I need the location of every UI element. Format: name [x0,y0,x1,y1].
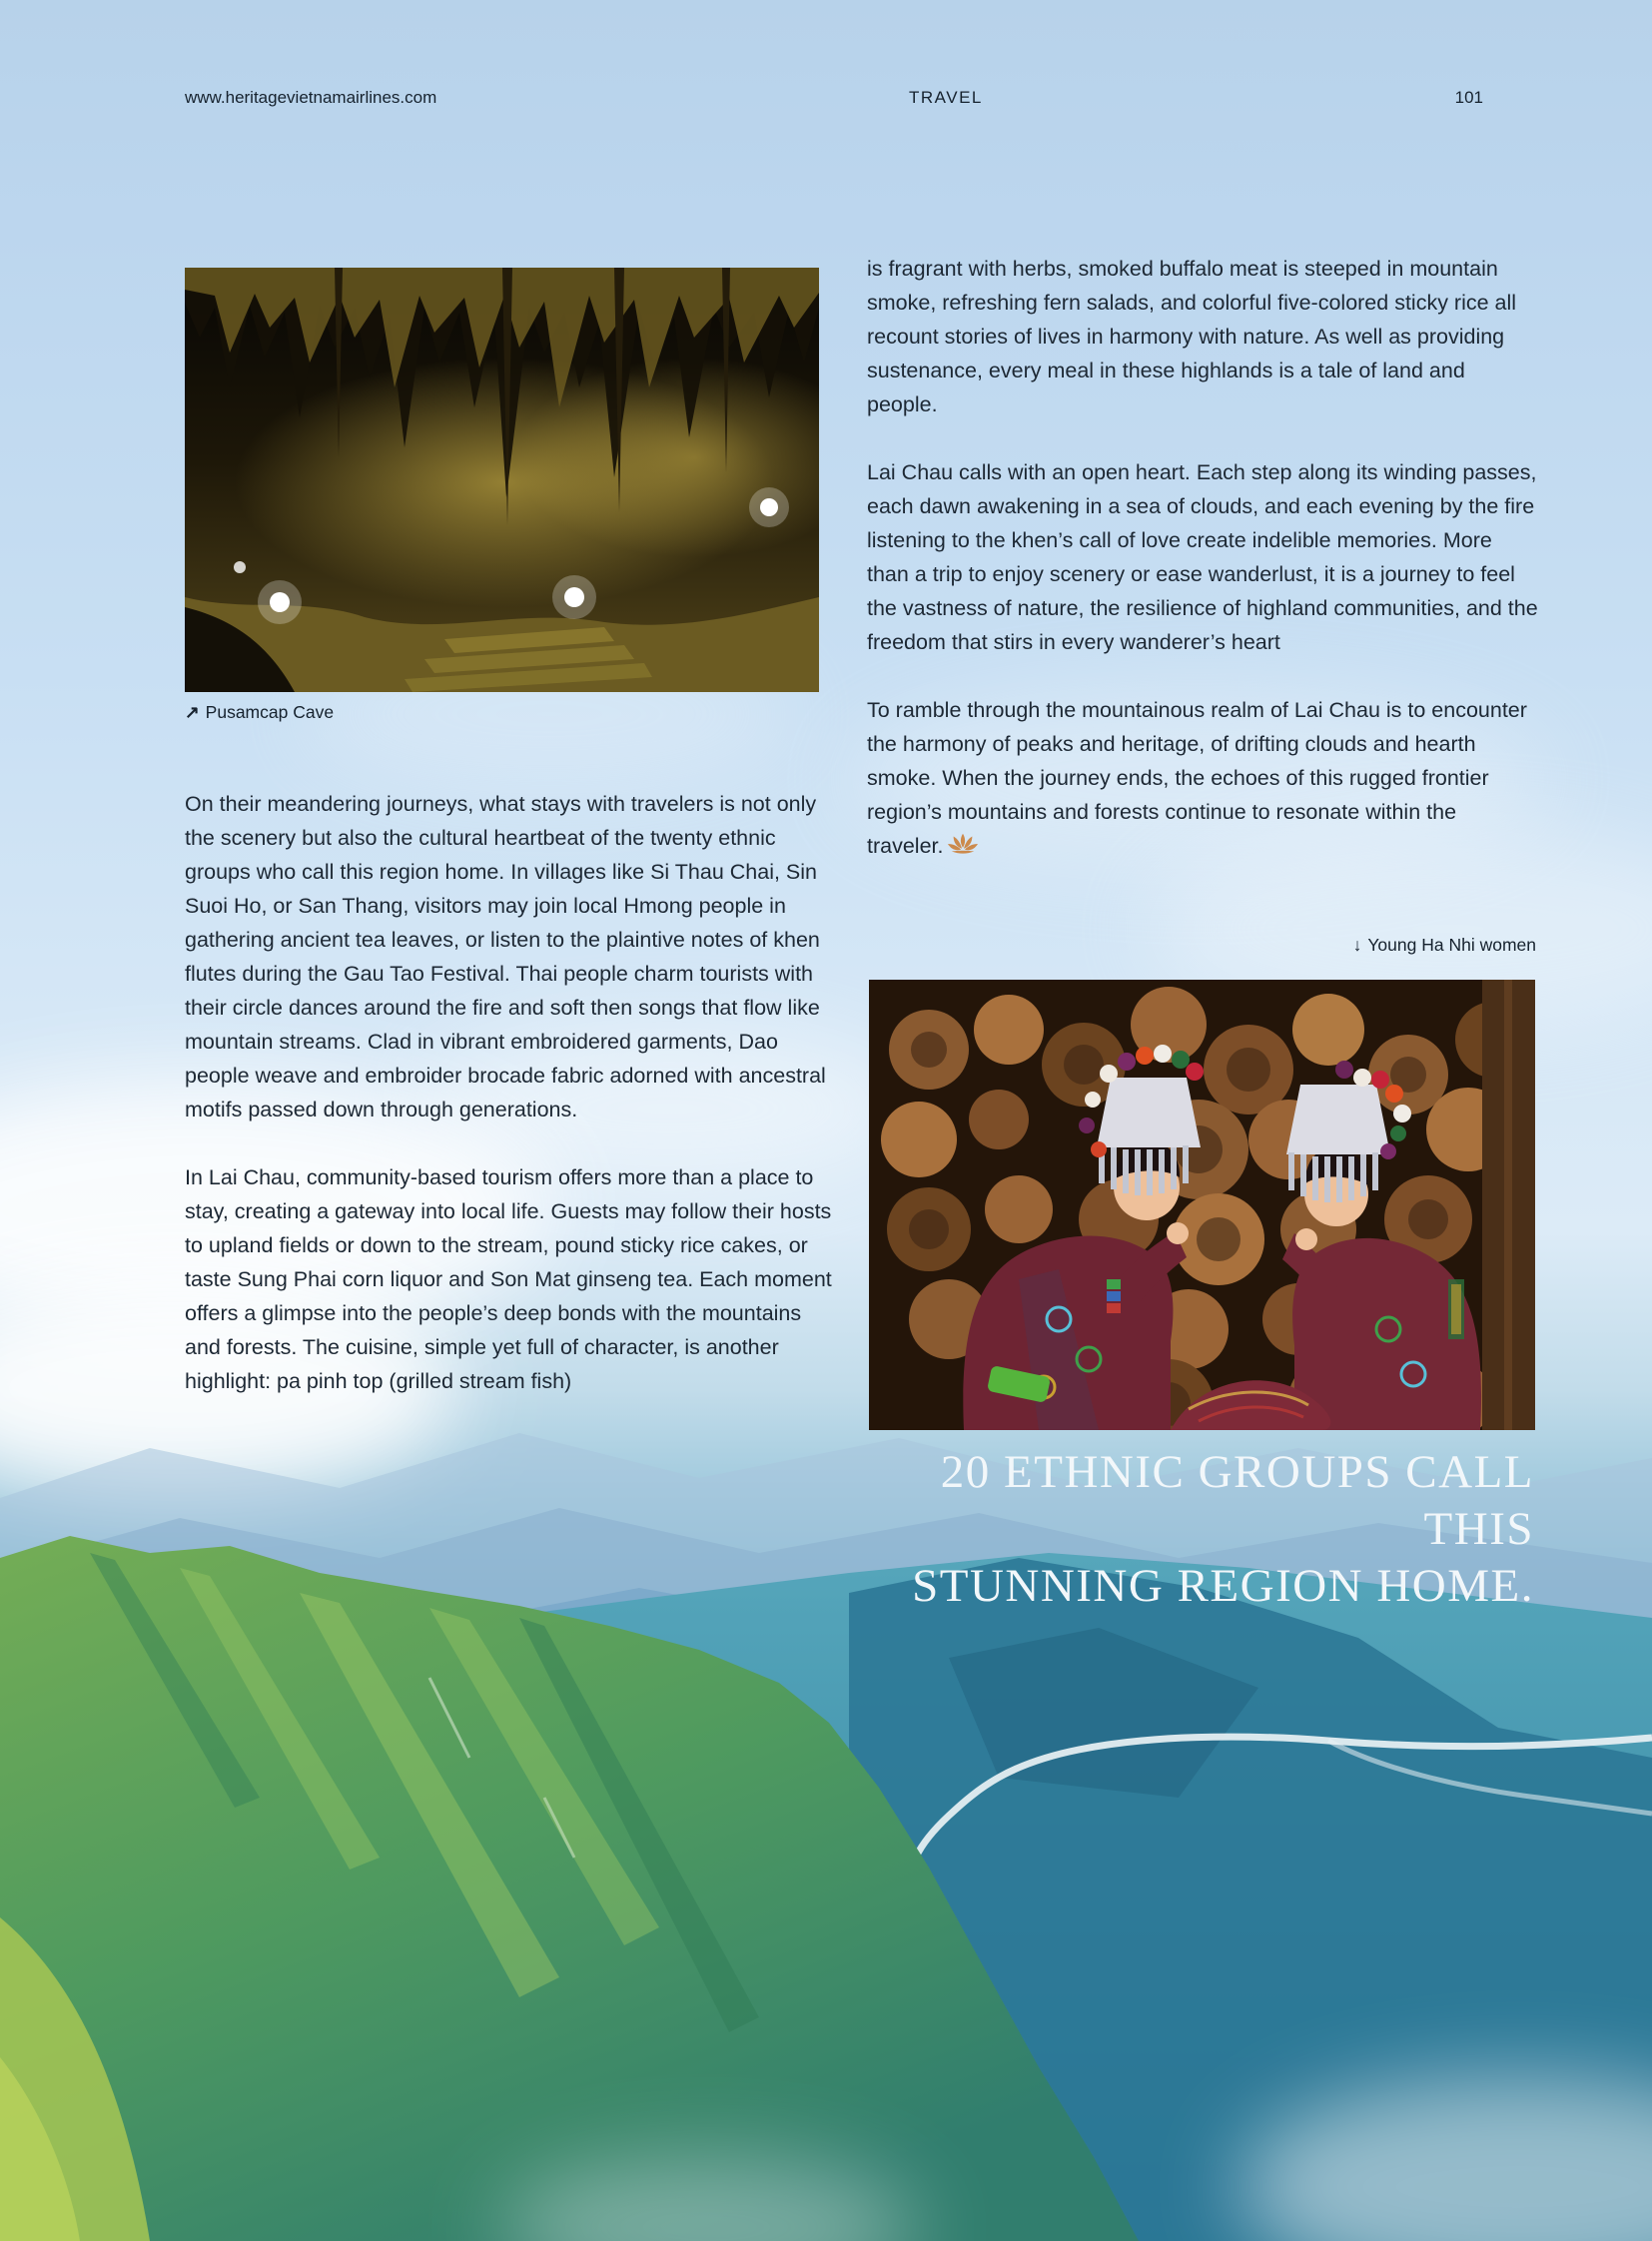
body-paragraph: On their meandering journeys, what stays with travelers is not only the scenery but also the cultural heartbeat of the twenty ethnic groups who call this region home. In villages like Si Thau Chai, Sin Suoi Ho, or San Thang, visitors may join local Hmong people in gathering ancient tea leaves, or listen to the plaintive notes of khen flutes during the Gau Tao Festival. Thai people charm tourists with their circle dances around the fire and soft then songs that flow like mountain streams. Clad in vibrant embroidered garments, Dao people weave and embroider brocade fabric adorned with ancestral motifs passed down through generations. [185,792,826,1121]
women-photo [869,980,1535,1430]
women-photo-caption [867,935,1536,956]
page-header [185,88,1483,108]
pull-quote-line-2: STUNNING REGION HOME. [912,1560,1534,1612]
body-paragraph: Lai Chau calls with an open heart. Each step along its winding passes, each dawn awakening in a sea of clouds, and each evening by the fire listening to the khen’s call of love create indelible memories. More than a trip to enjoy scenery or ease wanderlust, it is a journey to feel the vastness of nature, the resilience of highland communities, and the freedom that stirs in every wanderer’s heart [867,460,1538,654]
caption-text: Pusamcap Cave [205,702,335,722]
cave-photo [185,268,819,692]
pull-quote [867,1444,1534,1615]
caption-text: Young Ha Nhi women [1367,935,1536,955]
right-text-column [867,252,1538,899]
cave-photo-caption [185,702,334,723]
body-paragraph: In Lai Chau, community-based tourism offers more than a place to stay, creating a gateway into local life. Guests may follow their hosts to upland fields or down to the stream, pound sticky rice cakes, or taste Sung Phai corn liquor and Son Mat ginseng tea. Each moment offers a glimpse into the people’s deep bonds with the mountains and forests. The cuisine, simple yet full of character, is another highlight: pa pinh top (grilled stream fish) [185,1165,832,1393]
paragraph-text: To ramble through the mountainous realm of Lai Chau is to encounter the harmony of peaks and heritage, of drifting clouds and hearth smoke. When the journey ends, the echoes of this rugged frontier region’s mountains and forests continue to resonate within the traveler. [867,698,1527,858]
arrow-down-icon: ↓ [1352,935,1362,955]
left-text-column [185,787,832,1432]
website-url[interactable]: www.heritagevietnamairlines.com [185,88,437,107]
lotus-icon [948,831,978,865]
pull-quote-line-1: 20 ETHNIC GROUPS CALL THIS [940,1446,1534,1555]
body-paragraph [867,693,1538,865]
body-paragraph: is fragrant with herbs, smoked buffalo meat is steeped in mountain smoke, refreshing fern salads, and colorful five-colored sticky rice all recount stories of lives in harmony with nature. As well as providing sustenance, every meal in these highlands is a tale of land and people. [867,257,1517,416]
arrow-up-right-icon: ↗ [185,702,200,722]
section-title: TRAVEL [909,88,983,107]
page-number: 101 [1454,88,1483,107]
